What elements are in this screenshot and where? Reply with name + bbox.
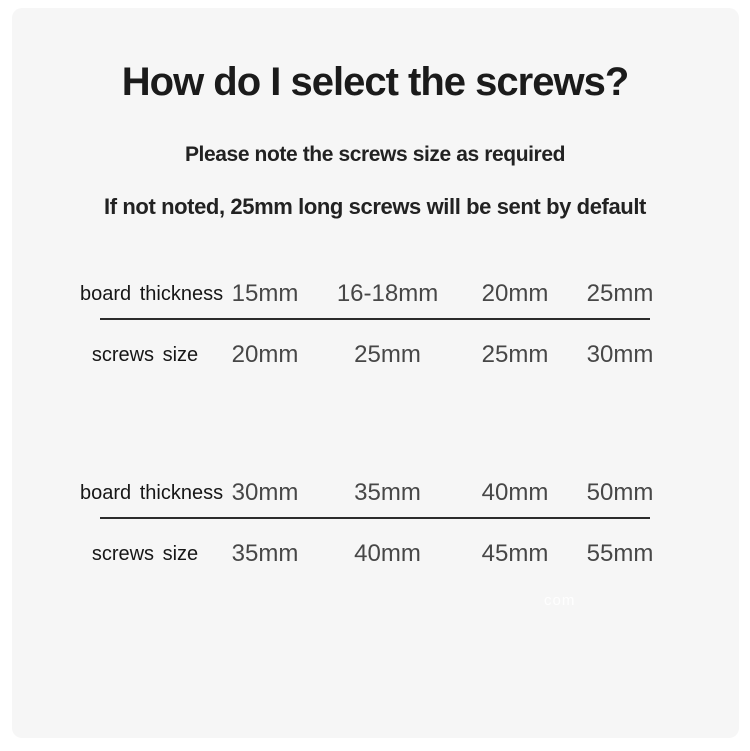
table2-thickness-value-1: 30mm [231,479,299,506]
table1-board-thickness-label: board thickness [80,282,224,305]
table2-screws-value-2: 40mm [354,540,421,567]
table1-screws-size-label: screws size [91,343,199,366]
table2-board-thickness-row [80,479,665,507]
table2-thickness-value-3: 40mm [481,479,549,506]
table2-screws-size-row [80,540,665,568]
table1-thickness-value-4: 25mm [586,280,654,307]
table2-screws-size-label: screws size [91,542,199,565]
table1-board-thickness-row [80,280,665,308]
background-panel [12,8,739,738]
table1-thickness-value-1: 15mm [231,280,299,307]
note-line-1: Please note the screws size as required [184,143,566,166]
table2-thickness-value-4: 50mm [586,479,654,506]
table2-screws-value-3: 45mm [481,540,549,567]
note-line-2: If not noted, 25mm long screws will be sent by default [104,194,646,219]
table1-thickness-value-3: 20mm [481,280,549,307]
table2-screws-value-1: 35mm [231,540,299,567]
table1-screws-value-2: 25mm [354,341,421,368]
table2-divider-line [100,517,650,519]
table2-screws-value-4: 55mm [586,540,654,567]
table1-screws-value-4: 30mm [586,341,654,368]
table1-divider-line [100,318,650,320]
table1-thickness-value-2: 16-18mm [336,280,439,307]
table1-screws-size-row [80,341,665,369]
page-title: How do I select the screws? [121,60,629,104]
watermark: com [544,592,576,609]
table1-screws-value-1: 20mm [231,341,299,368]
table1-screws-value-3: 25mm [481,341,549,368]
table2-board-thickness-label: board thickness [80,481,224,504]
table2-thickness-value-2: 35mm [354,479,421,506]
